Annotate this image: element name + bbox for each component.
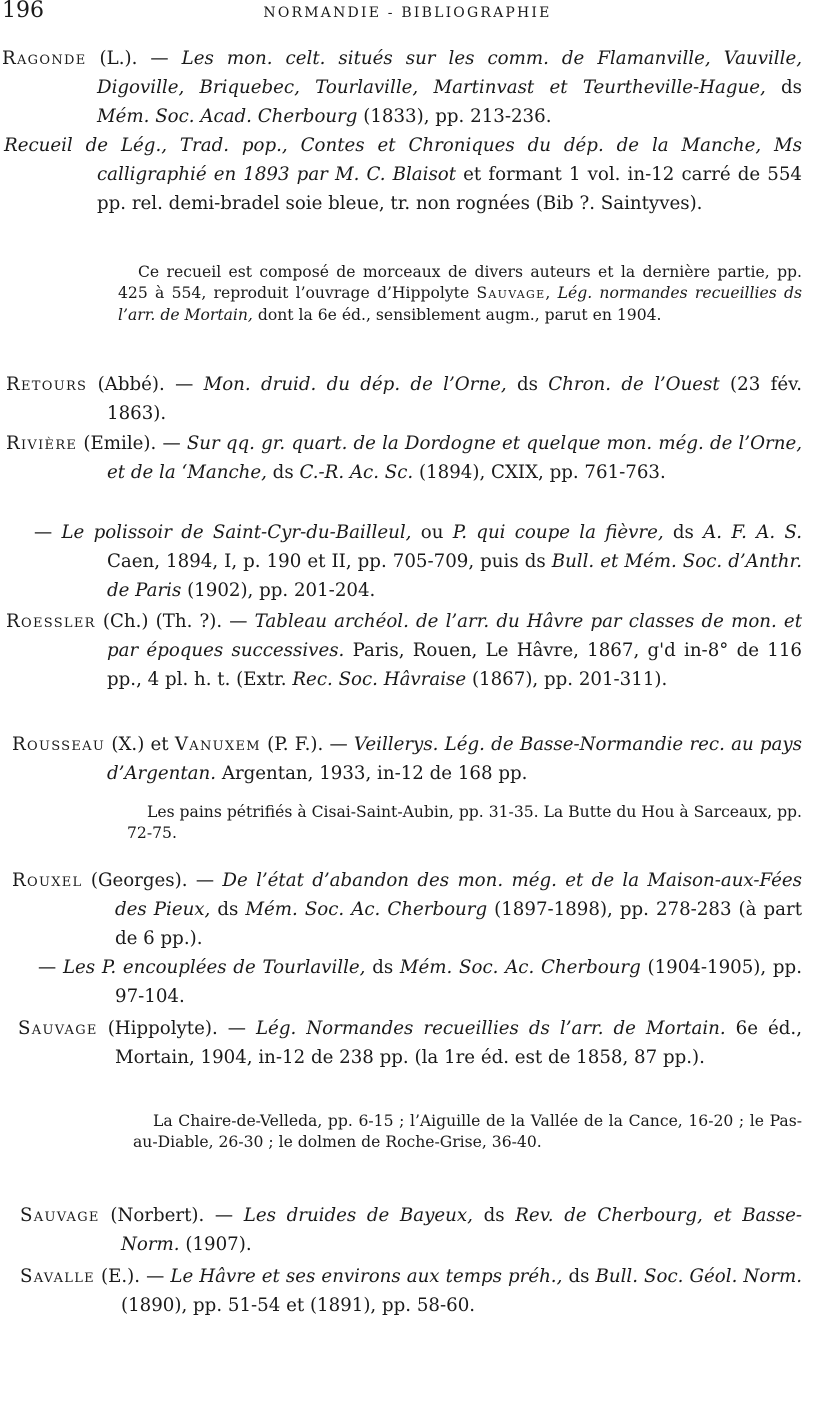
note-author: Sauvage bbox=[476, 284, 546, 303]
citation: Caen, 1894, I, p. 190 et II, pp. 705-709, puis ds bbox=[107, 551, 552, 572]
ds: ds bbox=[210, 899, 246, 920]
title: Les P. encouplées de Tourlaville, bbox=[62, 957, 366, 978]
title: Mon. druid. du dép. de l’Orne, bbox=[203, 374, 507, 395]
entry-rousseau bbox=[12, 730, 803, 788]
author-initials: (Emile). — bbox=[77, 433, 187, 454]
ou: ou bbox=[411, 522, 453, 543]
note-sauvage-hippolyte: La Chaire-de-Velleda, pp. 6-15 ; l’Aiguille de la Vallée de la Cance, 16-20 ; le Pas-au-Diable, 26-30 ; le dolmen de Roche-Grise, 36-40. bbox=[133, 1112, 802, 1152]
citation-end: (1867), pp. 201-311). bbox=[466, 669, 668, 690]
title: Sur qq. gr. quart. de la Dordogne et quelque mon. még. de l’Orne, et de la ‘Manche, bbox=[107, 433, 802, 483]
source: Rev. de Cherbourg, et Basse-Norm. bbox=[121, 1205, 802, 1255]
citation: (1897-1898), pp. 278-283 (à part de 6 pp.). bbox=[115, 899, 803, 949]
source: C.-R. Ac. Sc. bbox=[299, 462, 414, 483]
note-text: , bbox=[545, 284, 558, 303]
running-head: NORMANDIE - BIBLIOGRAPHIE bbox=[263, 5, 552, 21]
title-alt: P. qui coupe la fièvre, bbox=[452, 522, 664, 543]
author: Rivière bbox=[6, 433, 78, 454]
author-initials: (Ch.) (Th. ?). — bbox=[95, 611, 255, 632]
source: Mém. Soc. Ac. Cherbourg bbox=[245, 899, 488, 920]
author-initials: (E.). — bbox=[94, 1266, 171, 1287]
entry-savalle bbox=[20, 1262, 802, 1320]
author: Sauvage bbox=[18, 1018, 98, 1039]
author: Ragonde bbox=[2, 48, 87, 69]
ds: ds bbox=[765, 77, 802, 98]
author-initials: (X.) et bbox=[105, 734, 175, 755]
note-text: Ce recueil est composé de morceaux de divers auteurs et la dernière partie, pp. 425 à 554, reproduit l’ouvrage d’Hippolyte bbox=[118, 263, 802, 303]
author-initials: (Norbert). — bbox=[99, 1205, 244, 1226]
author: Sauvage bbox=[20, 1205, 100, 1226]
entry-retours bbox=[6, 370, 802, 428]
author-2: Vanuxem bbox=[174, 734, 261, 755]
title: Le Hâvre et ses environs aux temps préh., bbox=[170, 1266, 563, 1287]
author: Retours bbox=[6, 374, 88, 395]
source: A. F. A. S. bbox=[703, 522, 802, 543]
citation: et formant 1 vol. in-12 carré de 554 pp. rel. demi-bradel soie bleue, tr. non rognées (Bib bbox=[97, 164, 802, 214]
title: De l’état d’abandon des mon. még. et de la Maison-aux-Fées des Pieux, bbox=[115, 870, 802, 920]
entry-recueil bbox=[4, 131, 802, 218]
page-number: 196 bbox=[2, 0, 44, 23]
ds: ds bbox=[506, 374, 549, 395]
author-2-initials: (P. F.). — bbox=[260, 734, 354, 755]
author: Roessler bbox=[6, 611, 96, 632]
ditto-dash: — bbox=[34, 522, 62, 543]
entry-riviere-sub bbox=[34, 518, 802, 605]
ds: ds bbox=[266, 462, 300, 483]
ditto-dash: — bbox=[38, 957, 63, 978]
entry-sauvage-norbert bbox=[20, 1201, 802, 1259]
citation: (1890), pp. 51-54 et (1891), pp. 58-60. bbox=[121, 1295, 476, 1316]
ds: ds bbox=[562, 1266, 596, 1287]
source: Mém. Soc. Acad. Cherbourg bbox=[97, 106, 358, 127]
author: Rousseau bbox=[12, 734, 106, 755]
source: Bull. Soc. Géol. Norm. bbox=[595, 1266, 802, 1287]
ds: ds bbox=[472, 1205, 516, 1226]
entry-rouxel bbox=[12, 866, 803, 953]
page-header bbox=[0, 0, 815, 32]
ds: ds bbox=[663, 522, 704, 543]
citation: (23 fév. 1863). bbox=[107, 374, 802, 424]
author: Rouxel bbox=[12, 870, 83, 891]
citation-end: (1902), pp. 201-204. bbox=[181, 580, 376, 601]
title: Le polissoir de Saint-Cyr-du-Bailleul, bbox=[61, 522, 412, 543]
source-2: Bull. et Mém. Soc. d’Anthr. de Paris bbox=[107, 551, 802, 601]
author: Savalle bbox=[20, 1266, 95, 1287]
source: Chron. de l’Ouest bbox=[548, 374, 720, 395]
citation: (1833), pp. 213-236. bbox=[357, 106, 552, 127]
citation: (1907). bbox=[179, 1234, 252, 1255]
citation-end: ?. Saintyves). bbox=[573, 193, 703, 214]
author-initials: (Abbé). — bbox=[87, 374, 204, 395]
entry-rouxel-sub bbox=[38, 953, 802, 1011]
note-rousseau: Les pains pétrifiés à Cisai-Saint-Aubin, pp. 31-35. La Butte du Hou à Sarceaux, pp. 72-75. bbox=[127, 803, 802, 843]
title: Tableau archéol. de l’arr. du Hâvre par classes de mon. et par époques successives. bbox=[107, 611, 802, 661]
author-initials: (Georges). — bbox=[82, 870, 223, 891]
entry-ragonde bbox=[2, 44, 802, 131]
entry-riviere bbox=[6, 429, 802, 487]
title: Lég. Normandes recueillies ds l’arr. de Mortain. bbox=[255, 1018, 726, 1039]
citation: (1904-1905), pp. 97-104. bbox=[115, 957, 802, 1007]
citation: 6e éd., Mortain, 1904, in-12 de 238 pp. (la 1re éd. est de 1858, 87 pp.). bbox=[115, 1018, 802, 1068]
title: Recueil de Lég., Trad. pop., Contes et Chroniques du dép. de la Manche, Ms calligraphié en 1893 par M. C. Blaisot bbox=[4, 135, 802, 185]
ds: ds bbox=[365, 957, 400, 978]
citation: Argentan, 1933, in-12 de 168 pp. bbox=[216, 763, 528, 784]
title: Veillerys. Lég. de Basse-Normandie rec. au pays d’Argentan. bbox=[107, 734, 803, 784]
note-recueil bbox=[118, 262, 802, 326]
note-title: Lég. normandes recueillies ds l’arr. de Mortain, bbox=[118, 284, 802, 324]
title: Les mon. celt. situés sur les comm. de Flamanville, Vauville, Digoville, Briquebec, Tourlaville, Martinvast et Teurtheville-Hague, bbox=[97, 48, 802, 98]
title: Les druides de Bayeux, bbox=[243, 1205, 473, 1226]
citation: (1894), CXIX, pp. 761-763. bbox=[413, 462, 666, 483]
note-text: dont la 6e éd., sensiblement augm., parut en 1904. bbox=[252, 305, 662, 324]
entry-sauvage-hippolyte bbox=[18, 1014, 802, 1072]
source: Rec. Soc. Hâvraise bbox=[292, 669, 467, 690]
author-initials: (L.). — bbox=[86, 48, 182, 69]
source: Mém. Soc. Ac. Cherbourg bbox=[399, 957, 641, 978]
entry-roessler bbox=[6, 607, 802, 694]
author-initials: (Hippolyte). — bbox=[97, 1018, 256, 1039]
citation: Paris, Rouen, Le Hâvre, 1867, g'd in-8° de 116 pp., 4 pl. h. t. (Extr. bbox=[107, 640, 802, 690]
